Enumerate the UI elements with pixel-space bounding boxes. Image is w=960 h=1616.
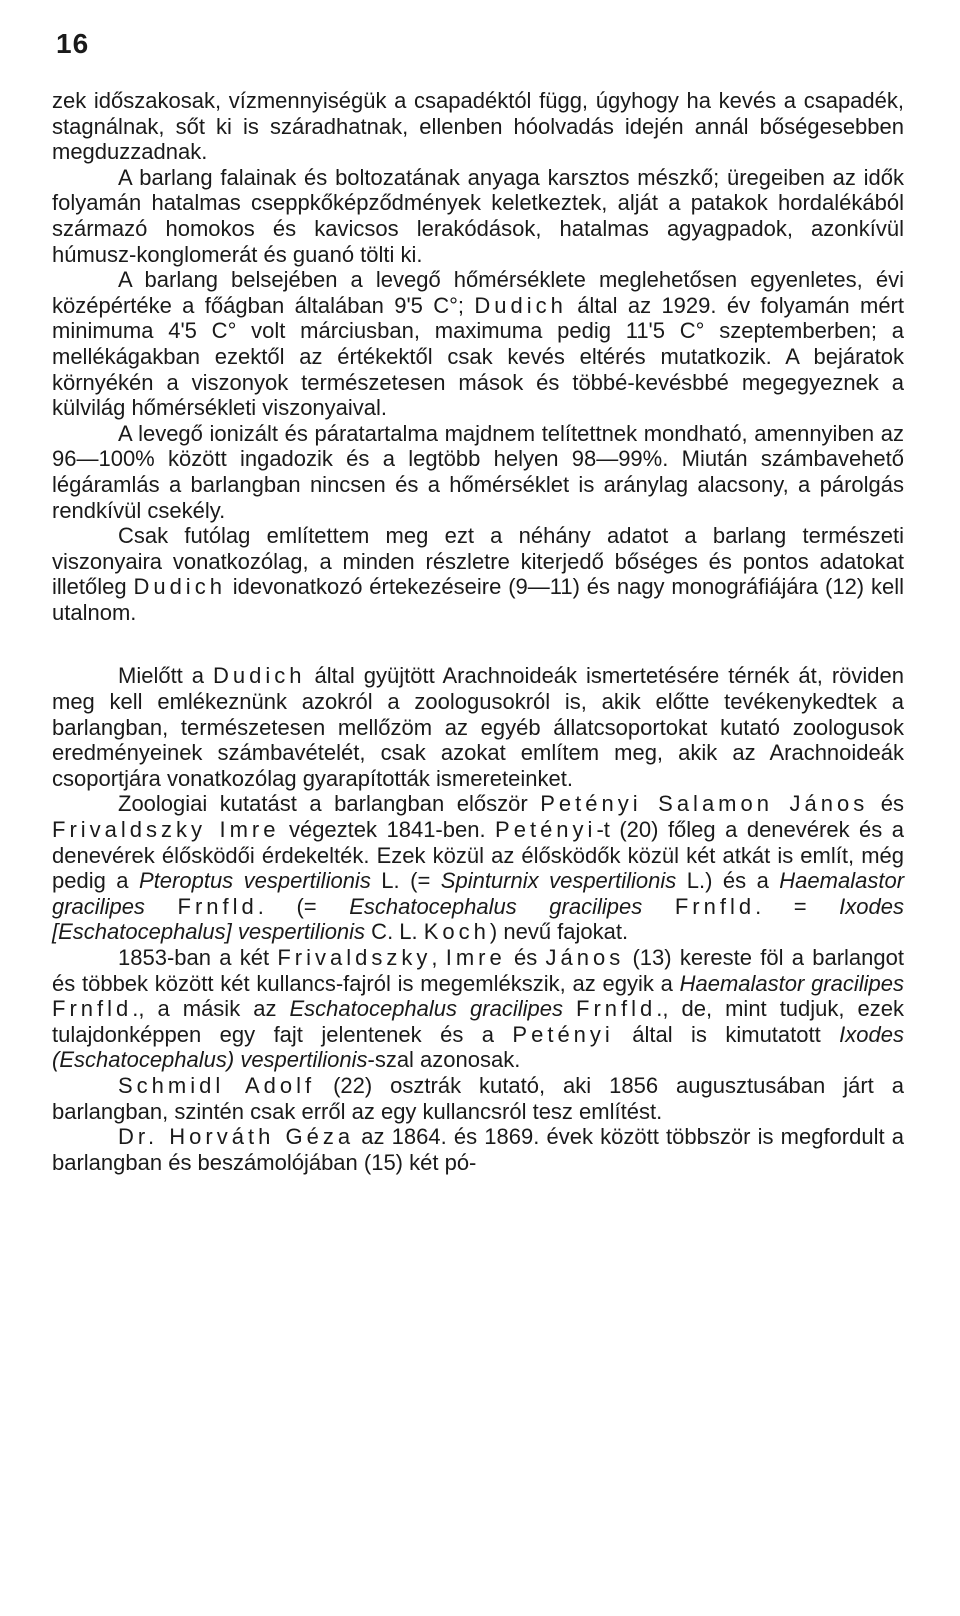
text-run: az 1864. és 1869. évek között többször is megfordult a barlangban és beszámolójában (15) két pó- (52, 1124, 905, 1175)
text-run: (22) osztrák kutató, aki 1856 augusztusában járt a barlangban, szintén csak erről az egy kullancsról tesz említést. (52, 1072, 904, 1124)
text-run: A levegő ionizált és páratartalma majdnem telítettnek mondható, amennyiben az 96—100% között ingadozik és a legtöbb helyen 98—99%. Miután számbavehető légáramlás a barlangban nincsen és a hőmérséklet is aránylag alacsony, a párolgás rendkívül csekély. (52, 420, 904, 523)
text-run (145, 894, 178, 919)
text-run: által gyüjtött Arachnoideák ismertetésére térnék át, röviden meg kell emlékeznünk azokról a zoologusokról is, akik előtte tevékenykedtek a barlangban, természetesen mellőzöm az egyéb állatcsoportokat kutató zoologusok eredményeinek számbavételét, csak azokat említem meg, akik az Arachnoideák csoportjára vonatkozólag gyarapították ismereteinket. (52, 663, 904, 791)
paragraph (52, 791, 904, 945)
text-run: C. L. (365, 919, 424, 945)
paragraph (52, 421, 904, 523)
text-run: és (868, 791, 904, 817)
text-run (642, 894, 675, 919)
text-run: . = (755, 893, 840, 919)
text-run: végeztek 1841-ben. (279, 817, 496, 843)
paragraph (52, 88, 904, 165)
text-run: -szal azonosak. (367, 1047, 521, 1073)
spaced-name: Dudich (133, 574, 226, 600)
section-gap (52, 625, 904, 663)
text-run: zek időszakosak, vízmennyiségük a csapadéktól függ, úgyhogy ha kevés a csapadék, stagnálnak, sőt ki is száradhatnak, ellenben hóolvadás idején annál bőségesebben megduzzadnak. (52, 88, 904, 165)
text-run: A barlang falainak és boltozatának anyaga karsztos mészkő; üregeiben az idők folyamán hatalmas cseppkőképződmények keletkeztek, alját a patakok hordalékából származó homokos és kavicsos lerakódások, hatalmas agyagpadok, azonkívül húmusz-konglomerát és guanó tölti ki. (52, 164, 904, 267)
spaced-name: Petényi (512, 1021, 614, 1047)
italic-text: Eschatocephalus gracilipes (349, 893, 643, 919)
spaced-name: Frnfld (674, 893, 756, 919)
paragraph (52, 523, 904, 625)
text-run: A barlang belsejében a levegő hőmérséklete meglehetősen egyenletes, évi középértéke a főágban általában 9'5 C°; (52, 267, 904, 318)
italic-text: Eschatocephalus gracilipes (289, 996, 563, 1022)
text-run: ) nevű fajokat. (489, 919, 629, 945)
text-run: ., a másik az (132, 996, 290, 1022)
italic-text: Pteroptus vespertilionis (139, 868, 371, 894)
italic-text: Spinturnix vespertilionis (440, 868, 677, 894)
body-text (52, 88, 904, 1175)
spaced-name: Frnfld (576, 996, 657, 1022)
spaced-name: Dudich (213, 663, 306, 689)
spaced-name: Petényi (495, 817, 597, 843)
italic-text: Haemalastor gracilipes (679, 970, 904, 996)
text-run: idevonatkozó értekezéseire (9—11) és nagy monográfiájára (12) kell utalnom. (52, 574, 904, 625)
spaced-name: Schmidl Adolf (118, 1072, 316, 1098)
text-run: Mielőtt a (118, 663, 213, 689)
spaced-name: Frivaldszky Imre (52, 817, 280, 843)
text-run: L. (= (370, 868, 441, 894)
paragraph (52, 1124, 904, 1175)
page-number: 16 (56, 28, 90, 59)
text-run (563, 996, 576, 1021)
spaced-name: Imre (445, 945, 506, 970)
spaced-name: Dudich (474, 292, 567, 318)
text-run: által az 1929. év folyamán mért minimuma 4'5 C° volt márciusban, maximuma pedig 11'5 C° szeptemberben; a mellékágakban ezektől az értékektől csak kevés eltérés mutatkozik. A bejáratok környékén a viszonyok természetesen mások és többé-kevésbbé megegyeznek a külvilág hőmérsékleti viszonyaival. (52, 292, 904, 421)
spaced-name: Frnfld (52, 996, 133, 1022)
spaced-name: Frivaldszky (277, 945, 432, 970)
paragraph (52, 165, 904, 267)
paragraph (52, 945, 904, 1073)
text-run: Csak futólag említettem meg ezt a néhány adatot a barlang természeti viszonyaira vonatkozólag, a minden részletre kiterjedő bőséges és pontos adatokat illetőleg (52, 523, 904, 600)
spaced-name: Koch (423, 919, 490, 945)
text-run: , (431, 945, 446, 970)
text-run: (13) kereste föl a barlangot és többek között két kullancs-fajról is megemlékszik, az egyik a (52, 945, 904, 996)
text-run: és (505, 945, 546, 970)
paragraph (52, 267, 904, 421)
text-run: ., de, mint tudjuk, ezek tulajdonképpen egy fajt jelentenek és a (52, 996, 904, 1047)
italic-text: Ixodes [Eschatocephalus] vespertilionis (52, 893, 904, 945)
text-run: 1853-ban a két (118, 945, 278, 970)
spaced-name: János (545, 945, 625, 970)
text-run: . (= (257, 893, 350, 919)
spaced-name: Petényi Salamon János (540, 791, 869, 817)
text-run: L.) és a (676, 868, 780, 894)
spaced-name: Frnfld (177, 893, 258, 919)
spaced-name: Dr. Horváth Géza (118, 1124, 355, 1150)
paragraph (52, 1073, 904, 1124)
text-run: Zoologiai kutatást a barlangban először (118, 791, 541, 817)
paragraph (52, 663, 904, 791)
text-run: -t (20) főleg a denevérek és a denevérek élősködői érdekelték. Ezek közül az élősködők közül két atkát is említ, még pedig a (52, 817, 904, 894)
italic-text: Ixodes (Eschatocephalus) vespertilionis (52, 1021, 904, 1073)
italic-text: Haemalastor gracilipes (52, 868, 905, 919)
text-run: által is kimutatott (613, 1021, 840, 1047)
